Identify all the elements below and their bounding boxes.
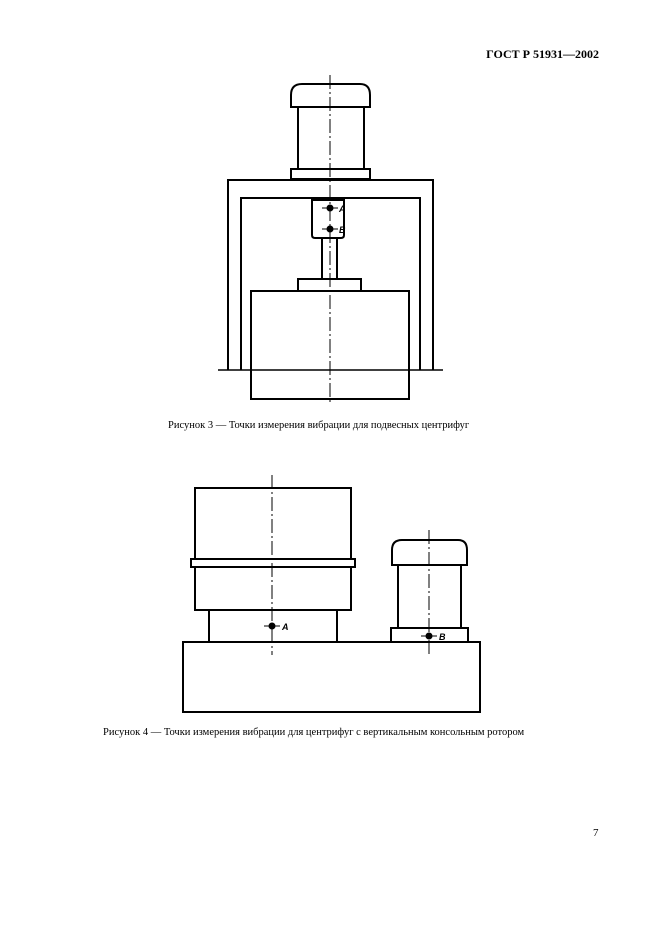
figure-3-caption: Рисунок 3 — Точки измерения вибрации для подвеcных центрифуг — [168, 420, 470, 431]
figure-4-diagram — [0, 470, 661, 720]
base-plate — [183, 642, 480, 712]
svg-text:B: B — [439, 632, 446, 642]
figure-4-caption: Рисунок 4 — Точки измерения вибрации для центрифуг с вертикальным консольным ротором — [103, 727, 525, 738]
page-number: 7 — [593, 827, 599, 839]
svg-text:A: A — [339, 204, 346, 214]
document-header: ГОСТ Р 51931—2002 — [486, 47, 599, 61]
motor-body — [298, 107, 364, 169]
figure-3-diagram — [0, 0, 661, 420]
svg-text:A: A — [282, 622, 289, 632]
svg-text:B: B — [339, 225, 346, 235]
centrifuge-top — [195, 488, 351, 559]
measurement-point-A-fig4 — [264, 622, 289, 632]
measurement-point-B — [322, 225, 346, 235]
measurement-point-B-fig4 — [421, 632, 446, 642]
centrifuge-middle — [195, 567, 351, 610]
centrifuge-flange — [191, 559, 355, 567]
measurement-point-A — [322, 204, 346, 214]
